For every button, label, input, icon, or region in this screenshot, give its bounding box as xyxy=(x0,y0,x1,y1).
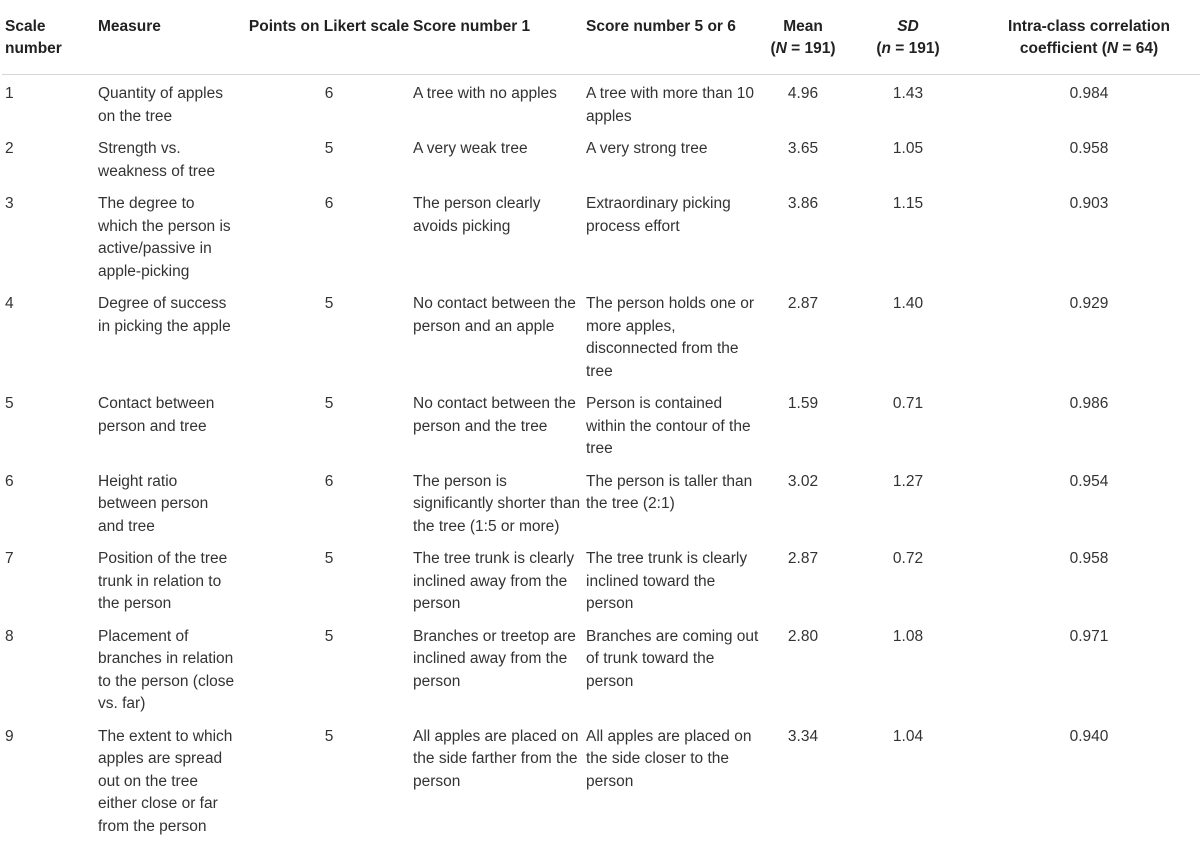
data-table xyxy=(2,0,1200,838)
cell-points: 5 xyxy=(324,295,334,312)
cell-icc: 0.958 xyxy=(1069,550,1109,567)
cell-scale-number: 2 xyxy=(5,140,14,157)
cell-mean: 2.87 xyxy=(787,550,819,567)
header-sd-label: SD xyxy=(897,18,919,35)
table-row xyxy=(2,618,1200,718)
table-body xyxy=(2,75,1200,839)
table-row xyxy=(2,540,1200,618)
cell-icc: 0.954 xyxy=(1069,472,1109,490)
cell-sd: 1.08 xyxy=(892,627,924,645)
cell-scale-number: 1 xyxy=(5,85,14,102)
cell-scale-number: 7 xyxy=(5,550,14,567)
cell-scale-number: 8 xyxy=(5,627,14,645)
cell-score1: No contact between the person and the tree xyxy=(413,395,576,435)
table-row xyxy=(2,718,1200,839)
cell-score1: The tree trunk is clearly inclined away from the person xyxy=(413,550,575,612)
header-icc xyxy=(969,0,1200,75)
cell-points: 5 xyxy=(324,140,334,157)
cell-points: 5 xyxy=(324,395,334,412)
cell-sd: 1.27 xyxy=(892,472,924,490)
cell-icc: 0.958 xyxy=(1069,140,1109,157)
cell-sd: 0.72 xyxy=(892,550,924,567)
cell-mean: 3.02 xyxy=(787,472,819,490)
cell-measure: Placement of branches in relation to the person (close vs. far) xyxy=(98,627,235,712)
table-header xyxy=(2,0,1200,75)
cell-measure: Contact between person and tree xyxy=(98,395,215,435)
cell-score1: A tree with no apples xyxy=(413,85,557,102)
cell-score56: A very strong tree xyxy=(586,140,708,157)
cell-score1: No contact between the person and an apple xyxy=(413,295,576,335)
cell-score56: The tree trunk is clearly inclined toward the person xyxy=(586,550,748,612)
cell-mean: 2.80 xyxy=(787,627,819,645)
cell-icc: 0.984 xyxy=(1069,85,1109,102)
cell-mean: 1.59 xyxy=(787,395,819,412)
cell-score1: A very weak tree xyxy=(413,140,528,157)
table-row xyxy=(2,385,1200,463)
header-sd-n: (n = 191) xyxy=(876,40,940,57)
cell-points: 5 xyxy=(324,727,334,745)
cell-score1: The person is significantly shorter than the tree (1:5 or more) xyxy=(413,472,581,535)
cell-scale-number: 9 xyxy=(5,727,14,745)
header-score56: Score number 5 or 6 xyxy=(586,0,759,75)
header-mean-n: (N = 191) xyxy=(770,40,836,57)
cell-icc: 0.903 xyxy=(1069,195,1109,212)
cell-measure: Height ratio between person and tree xyxy=(98,472,209,535)
header-row xyxy=(2,0,1200,75)
header-icc-label: Intra-class correlation coefficient xyxy=(1008,18,1170,57)
cell-score56: Person is contained within the contour of the tree xyxy=(586,395,751,457)
header-measure: Measure xyxy=(98,0,245,75)
cell-points: 5 xyxy=(324,550,334,567)
cell-icc: 0.929 xyxy=(1069,295,1109,312)
cell-measure: Quantity of apples on the tree xyxy=(98,85,223,125)
table-row xyxy=(2,185,1200,285)
cell-score1: All apples are placed on the side farther from the person xyxy=(413,727,579,790)
cell-score56: The person holds one or more apples, disconnected from the tree xyxy=(586,295,755,380)
header-points: Points on Likert scale xyxy=(245,0,413,75)
cell-score56: The person is taller than the tree (2:1) xyxy=(586,472,753,512)
header-scale-number: Scale number xyxy=(2,0,98,75)
cell-measure: Position of the tree trunk in relation to the person xyxy=(98,550,228,612)
cell-points: 6 xyxy=(324,195,334,212)
table-row xyxy=(2,75,1200,131)
cell-measure: Strength vs. weakness of tree xyxy=(98,140,216,180)
cell-sd: 1.40 xyxy=(892,295,924,312)
cell-measure: The extent to which apples are spread out on the tree either close or far from the person xyxy=(98,727,233,835)
header-icc-n: (N = 64) xyxy=(1101,40,1159,57)
cell-icc: 0.971 xyxy=(1069,627,1109,645)
cell-points: 5 xyxy=(324,627,334,645)
table-row xyxy=(2,285,1200,385)
cell-sd: 1.05 xyxy=(892,140,924,157)
cell-scale-number: 3 xyxy=(5,195,14,212)
cell-points: 6 xyxy=(324,472,334,490)
cell-scale-number: 5 xyxy=(5,395,14,412)
table-row xyxy=(2,130,1200,185)
cell-scale-number: 4 xyxy=(5,295,14,312)
cell-sd: 1.15 xyxy=(892,195,924,212)
cell-mean: 3.86 xyxy=(787,195,819,212)
header-sd xyxy=(847,0,969,75)
cell-score1: The person clearly avoids picking xyxy=(413,195,541,235)
cell-score56: Branches are coming out of trunk toward the person xyxy=(586,627,759,690)
table-row xyxy=(2,463,1200,541)
cell-measure: Degree of success in picking the apple xyxy=(98,295,231,335)
header-mean xyxy=(759,0,847,75)
cell-score56: All apples are placed on the side closer to the person xyxy=(586,727,752,790)
cell-score56: A tree with more than 10 apples xyxy=(586,85,755,125)
cell-score56: Extraordinary picking process effort xyxy=(586,195,731,235)
cell-score1: Branches or treetop are inclined away from the person xyxy=(413,627,576,690)
cell-sd: 0.71 xyxy=(892,395,924,412)
cell-mean: 2.87 xyxy=(787,295,819,312)
cell-sd: 1.04 xyxy=(892,727,924,745)
cell-sd: 1.43 xyxy=(892,85,924,102)
header-score1: Score number 1 xyxy=(413,0,586,75)
cell-icc: 0.986 xyxy=(1069,395,1109,412)
header-mean-label: Mean xyxy=(783,18,823,35)
cell-mean: 4.96 xyxy=(787,85,819,102)
cell-mean: 3.65 xyxy=(787,140,819,157)
cell-scale-number: 6 xyxy=(5,472,14,490)
cell-mean: 3.34 xyxy=(787,727,819,745)
cell-points: 6 xyxy=(324,85,334,102)
cell-measure: The degree to which the person is active/passive in apple-picking xyxy=(98,195,231,280)
cell-icc: 0.940 xyxy=(1069,727,1109,745)
